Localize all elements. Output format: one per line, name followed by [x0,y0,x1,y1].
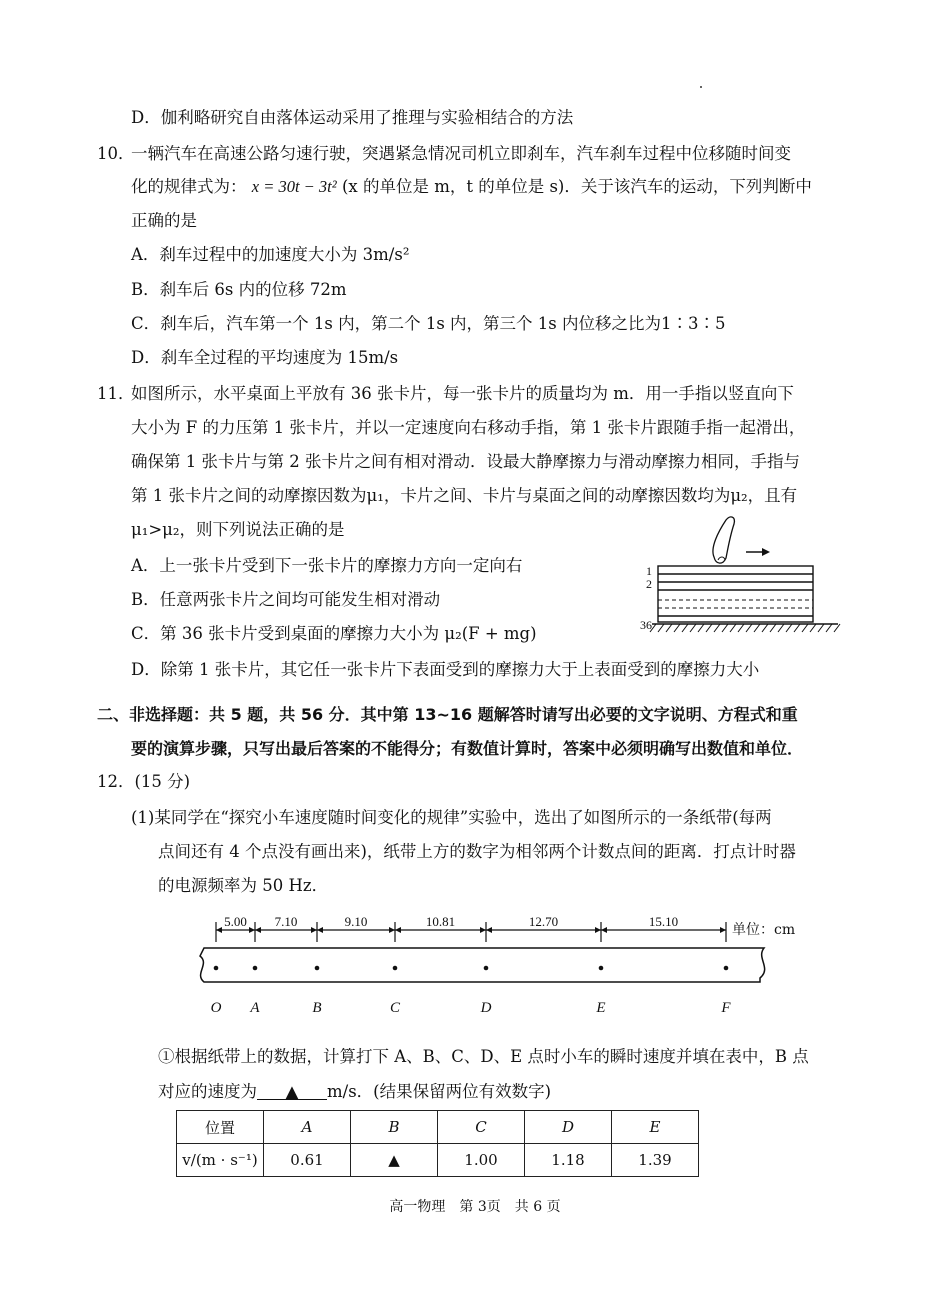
q11-number: 11． [97,384,135,403]
q11-option-b: B．任意两张卡片之间均可能发生相对滑动 [131,590,441,609]
distance-label: 9.10 [344,914,368,929]
arrowhead [249,927,255,933]
table-header-row [177,1111,699,1144]
q11-stem-line4: 第 1 张卡片之间的动摩擦因数为μ₁，卡片之间、卡片与桌面之间的动摩擦因数均为μ₂，且有 [131,486,798,505]
card-label-36: 36 [640,618,652,632]
table-cell: 0.61 [264,1144,351,1177]
distance-label: 12.70 [528,914,559,929]
arrowhead [601,927,607,933]
tape-dot [214,966,219,971]
arrowhead [317,927,323,933]
q10-number: 10． [97,144,135,163]
distance-label: 5.00 [224,914,247,929]
q10-option-d: D．刹车全过程的平均速度为 15m/s [131,348,399,367]
q9-option-d: D．伽利略研究自由落体运动采用了推理与实验相结合的方法 [131,108,574,127]
page-footer: 高一物理 第 3页 共 6 页 [389,1199,561,1215]
q11-option-c: C．第 36 张卡片受到桌面的摩擦力大小为 μ₂(F + mg) [131,624,537,643]
table-header-cell: E [612,1111,699,1144]
table-header-cell: C [438,1111,525,1144]
tape-dot [484,966,489,971]
section2-line1: 二、非选择题：共 5 题，共 56 分．其中第 13~16 题解答时请写出必要的文字说明、方程式和重 [97,705,798,724]
table-header-cell: D [525,1111,612,1144]
arrowhead [480,927,486,933]
q10-stem-line1: 一辆汽车在高速公路匀速行驶，突遇紧急情况司机立即刹车，汽车刹车过程中位移随时间变 [131,144,791,163]
arrowhead [720,927,726,933]
tape-dot [315,966,320,971]
tape-dot [724,966,729,971]
q10-stem-line2a: 化的规律式为： [131,177,247,196]
q11-stem-line2: 大小为 F 的力压第 1 张卡片，并以一定速度向右移动手指，第 1 张卡片跟随手指一起滑出， [131,418,806,437]
q10-formula: x = 30t − 3t² [251,177,337,196]
q12-header: 12．(15 分) [97,772,191,791]
q11-stem-line1: 如图所示，水平桌面上平放有 36 张卡片，每一张卡片的质量均为 m．用一手指以竖直向下 [131,384,794,403]
table-row-label: v/(m · s⁻¹) [177,1144,264,1177]
q10-stem-line2 [131,176,812,198]
cards-figure [630,512,845,640]
table-cell: 1.39 [612,1144,699,1177]
q12-sub1-line2a: 对应的速度为 [158,1082,257,1101]
table-row [177,1144,699,1177]
q10-option-b: B．刹车后 6s 内的位移 72m [131,280,347,299]
arrowhead [595,927,601,933]
q10-stem-line3: 正确的是 [131,211,197,230]
q11-option-a: A．上一张卡片受到下一张卡片的摩擦力方向一定向右 [131,556,523,575]
unit-label: 单位：cm [732,922,796,938]
q12-sub1-line1: ①根据纸带上的数据，计算打下 A、B、C、D、E 点时小车的瞬时速度并填在表中，B 点 [158,1047,809,1066]
ticker-tape-figure [190,912,796,1024]
point-label: D [480,1000,492,1016]
scan-dot [700,86,702,88]
q11-stem-line3: 确保第 1 张卡片与第 2 张卡片之间有相对滑动．设最大静摩擦力与滑动摩擦力相同，手指与 [131,452,800,471]
section2-line2: 要的演算步骤，只写出最后答案的不能得分；有数值计算时，答案中必须明确写出数值和单位． [131,739,804,758]
velocity-table [176,1110,699,1177]
distance-label: 15.10 [648,914,679,929]
distance-label: 10.81 [425,914,456,929]
point-label: A [250,1000,260,1016]
q11-stem-line5: μ₁>μ₂，则下列说法正确的是 [131,520,345,539]
table-header-cell: B [351,1111,438,1144]
q10-stem-line2b: (x 的单位是 m，t 的单位是 s)．关于该汽车的运动，下列判断中 [341,177,812,196]
point-label: F [721,1000,731,1016]
point-label: E [596,1000,606,1016]
table-cell: 1.18 [525,1144,612,1177]
answer-blank: ▲ [257,1081,327,1100]
q12-p2: 点间还有 4 个点没有画出来)，纸带上方的数字为相邻两个计数点间的距离．打点计时器 [158,842,796,861]
arrowhead [395,927,401,933]
q10-option-a: A．刹车过程中的加速度大小为 3m/s² [131,245,410,264]
point-label: C [389,1000,401,1016]
q10-option-c: C．刹车后，汽车第一个 1s 内，第二个 1s 内，第三个 1s 内位移之比为1∶3∶5 [131,314,726,333]
finger-icon [713,517,734,563]
arrowhead [255,927,261,933]
point-label: O [210,1000,222,1016]
q11-option-d: D．除第 1 张卡片，其它任一张卡片下表面受到的摩擦力大于上表面受到的摩擦力大小 [131,660,760,679]
tape-dot [599,966,604,971]
table-cell: 1.00 [438,1144,525,1177]
tape-dot [393,966,398,971]
distance-label: 7.10 [274,914,298,929]
card-label-2: 2 [646,577,652,591]
tape-outline [200,948,765,982]
arrowhead [389,927,395,933]
tape-dot [253,966,258,971]
card-label-1: 1 [646,564,652,578]
point-label: B [312,1000,322,1016]
table-cell: ▲ [351,1144,438,1177]
table-header-cell: A [264,1111,351,1144]
q12-sub1-line2b: m/s．(结果保留两位有效数字) [327,1082,552,1101]
table-header-cell: 位置 [177,1111,264,1144]
q12-sub1-line2 [158,1081,551,1103]
arrowhead [486,927,492,933]
q12-p3: 的电源频率为 50 Hz． [158,876,329,895]
arrowhead [311,927,317,933]
arrowhead [216,927,222,933]
q12-p1: (1)某同学在“探究小车速度随时间变化的规律”实验中，选出了如图所示的一条纸带(每两 [131,808,772,827]
